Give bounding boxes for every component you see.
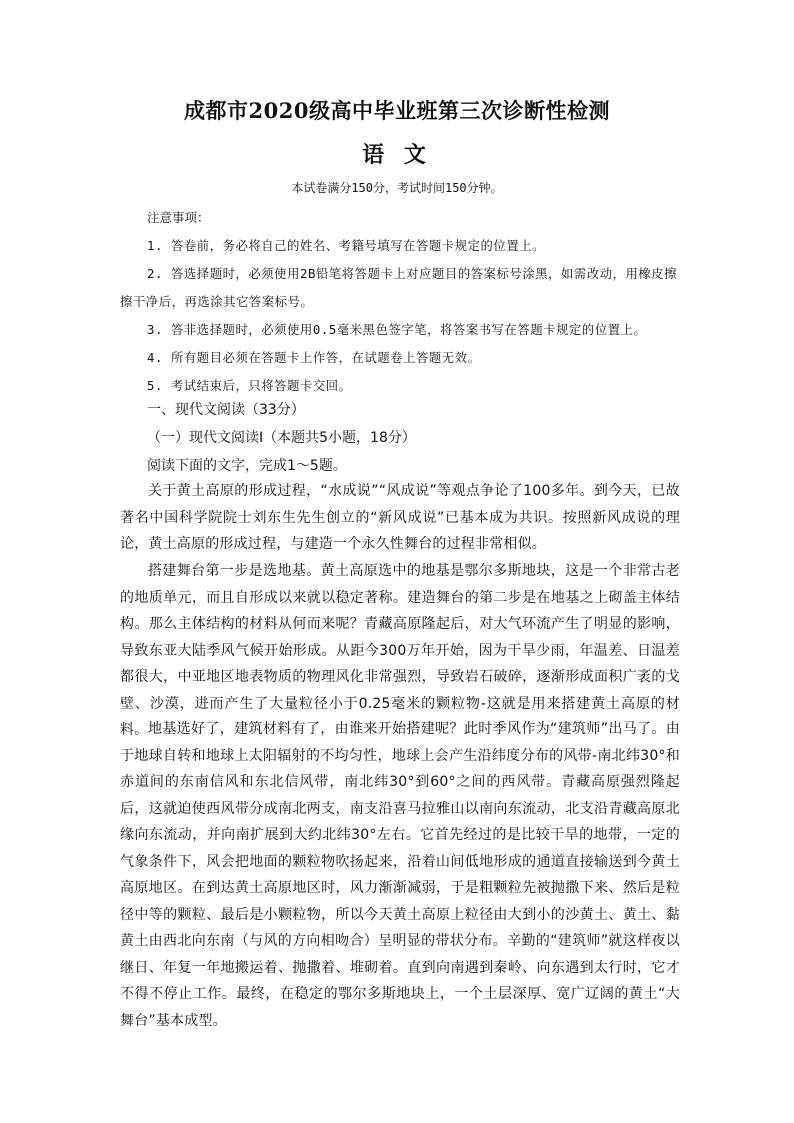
- subject-title: 语 文: [362, 142, 432, 168]
- notes-list: [120, 232, 680, 400]
- note-item: 5. 考试结束后，只将答题卡交回。: [147, 379, 352, 393]
- passage-paragraph: 搭建舞台第一步是选地基。黄土高原选中的地基是鄂尔多斯地块，这是一个非常古老的地质单元，而且自形成以来就以稳定著称。建造舞台的第二步是在地基之上砌盖主体结构。那么主体结构的材料从何而来呢？青藏高原隆起后，对大气环流产生了明显的影响，导致东亚大陆季风气候开始形成。从距今300万年开始，因为干旱少雨，年温差、日温差都很大，中亚地区地表物质的物理风化非常强烈，导致岩石破碎，逐渐形成面积广袤的戈壁、沙漠，进而产生了大量粒径小于0.25毫米的颗粒物-这就是用来搭建黄土高原的材料。: [120, 563, 680, 738]
- notes-title: 注意事项：: [147, 210, 210, 225]
- subsection-heading: （一）现代文阅读I（本题共5小题，18分）: [147, 430, 416, 446]
- note-item: 4. 所有题目必须在答题卡上作答，在试题卷上答题无效。: [147, 351, 481, 365]
- passage-paragraph: 地基选好了，建筑材料有了，由谁来开始搭建呢？此时季风作为“建筑师”出马了。由于地球自转和地球上太阳辐射的不均匀性，地球上会产生沿纬度分布的风带-南北纬30°和赤道间的东南信风和东北信风带，南北纬30°到60°之间的西风带。青藏高原强烈隆起后，这就迫使西风带分成南北两支，南支沿喜马拉雅山以南向东流动，北支沿青藏高原北缘向东流动，并向南扩展到大约北纬30°左右。它首先经过的是比较干旱的地带，一定的气象条件下，风会把地面的颗粒物吹扬起来，沿着山间低地形成的通道直接输送到今黄土高原地区。在到达黄土高原地区时，风力渐渐减弱，于是粗颗粒先被抛撒下来、然后是粒径中等的颗粒、最后是小颗粒物，所以今天黄土高原上粒径由大到小的沙黄土、黄土、黏黄土由西北向东南（与风的方向相吻合）呈明显的带状分布。辛勤的“建筑师”就这样夜以继日、年复一年地搬运着、抛撒着、堆砌着。直到向南遇到秦岭、向东遇到太行时，它才不得不停止工作。最终，在稳定的鄂尔多斯地块上，一个土层深厚、宽广辽阔的黄土“大舞台”基本成型。: [120, 721, 680, 1029]
- exam-info: 本试卷满分150分，考试时间150分钟。: [291, 181, 503, 195]
- note-item: 2. 答选择题时，必须使用2B铅笔将答题卡上对应题目的答案标号涂黑，如需改动，用橡皮擦擦干净后，再选涂其它答案标号。: [120, 267, 678, 309]
- note-item: 1. 答卷前，务必将自己的姓名、考籍号填写在答题卡规定的位置上。: [147, 239, 546, 253]
- passage-paragraph: 关于黄土高原的形成过程，“水成说”“风成说”等观点争论了100多年。到今天，已故著名中国科学院院士刘东生先生创立的“新风成说”已基本成为共识。按照新风成说的理论，黄土高原的形成过程，与建造一个永久性舞台的过程非常相似。: [120, 483, 680, 552]
- section-heading: 一、现代文阅读（33分）: [147, 402, 305, 418]
- exam-title: 成都市2020级高中毕业班第三次诊断性检测: [184, 98, 610, 123]
- reading-instruction: 阅读下面的文字，完成1～5题。: [147, 458, 347, 474]
- note-item: 3. 答非选择题时，必须使用0.5毫米黑色签字笔，将答案书写在答题卡规定的位置上。: [147, 323, 647, 337]
